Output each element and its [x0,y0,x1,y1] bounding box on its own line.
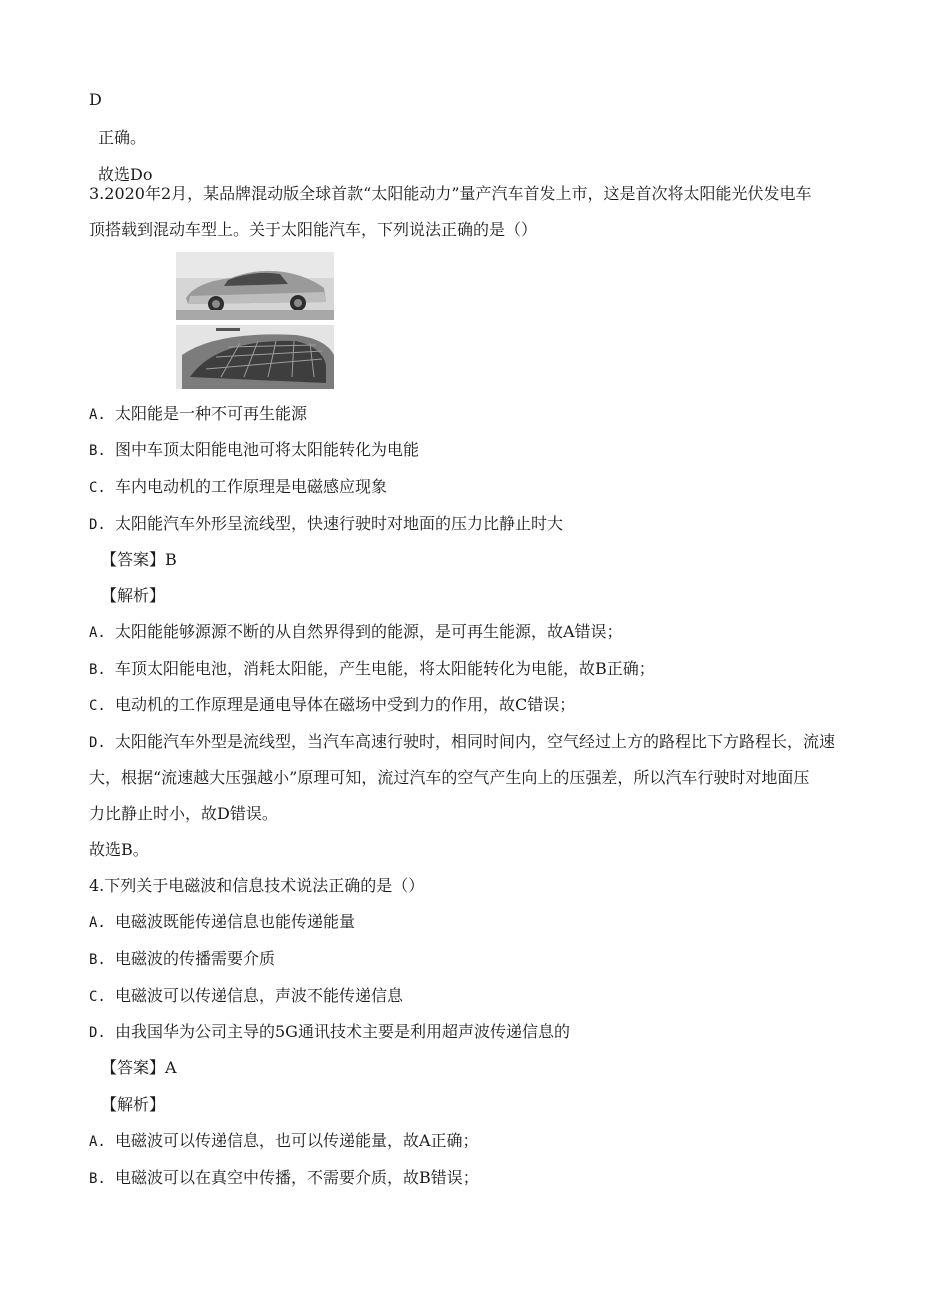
q3-analysis-b: B. 车顶太阳能电池，消耗太阳能，产生电能，将太阳能转化为电能，故B正确； [89,659,655,678]
q4-answer: 【答案】A [101,1058,177,1077]
q3-analysis-a: A. 太阳能能够源源不断的从自然界得到的能源，是可再生能源，故A错误； [89,622,623,641]
q3-option-b: B. 图中车顶太阳能电池可将太阳能转化为电能 [89,440,420,459]
q3-stem-line2: 顶搭载到混动车型上。关于太阳能汽车，下列说法正确的是（） [89,220,538,239]
car-photo [176,252,334,320]
top-choose: 故选Do [98,165,153,184]
q3-option-a: A. 太阳能是一种不可再生能源 [89,404,308,423]
q3-analysis-cont1: 大，根据“流速越大压强越小”原理可知，流过汽车的空气产生向上的压强差，所以汽车行驶时对地面压 [89,768,810,787]
q3-analysis-label: 【解析】 [101,586,166,605]
solar-roof-photo [176,325,334,389]
top-d-line: D [89,90,102,109]
q4-option-d: D. 由我国华为公司主导的5G通讯技术主要是利用超声波传递信息的 [89,1022,570,1041]
q4-analysis-a: A. 电磁波可以传递信息，也可以传递能量，故A正确； [89,1131,479,1150]
q3-analysis-c: C. 电动机的工作原理是通电导体在磁场中受到力的作用，故C错误； [89,695,576,714]
q3-analysis-cont2: 力比静止时小，故D错误。 [89,804,278,823]
top-correct: 正确。 [98,128,147,147]
q3-answer: 【答案】B [101,550,177,569]
q3-option-c: C. 车内电动机的工作原理是电磁感应现象 [89,477,388,496]
q4-analysis-label: 【解析】 [101,1095,166,1114]
q4-stem: 4.下列关于电磁波和信息技术说法正确的是（） [89,876,425,895]
q3-choose: 故选B。 [89,840,149,859]
q4-option-c: C. 电磁波可以传递信息，声波不能传递信息 [89,986,404,1005]
q3-option-d: D. 太阳能汽车外形呈流线型，快速行驶时对地面的压力比静止时大 [89,514,564,533]
q3-analysis-d: D. 太阳能汽车外型是流线型，当汽车高速行驶时，相同时间内，空气经过上方的路程比下方路程长，流速 [89,732,836,751]
q4-option-b: B. 电磁波的传播需要介质 [89,949,276,968]
q3-stem-line1: 3.2020年2月，某品牌混动版全球首款“太阳能动力”量产汽车首发上市，这是首次将太阳能光伏发电车 [89,184,812,203]
q4-option-a: A. 电磁波既能传递信息也能传递能量 [89,912,356,931]
q4-analysis-b: B. 电磁波可以在真空中传播，不需要介质，故B错误； [89,1168,479,1187]
